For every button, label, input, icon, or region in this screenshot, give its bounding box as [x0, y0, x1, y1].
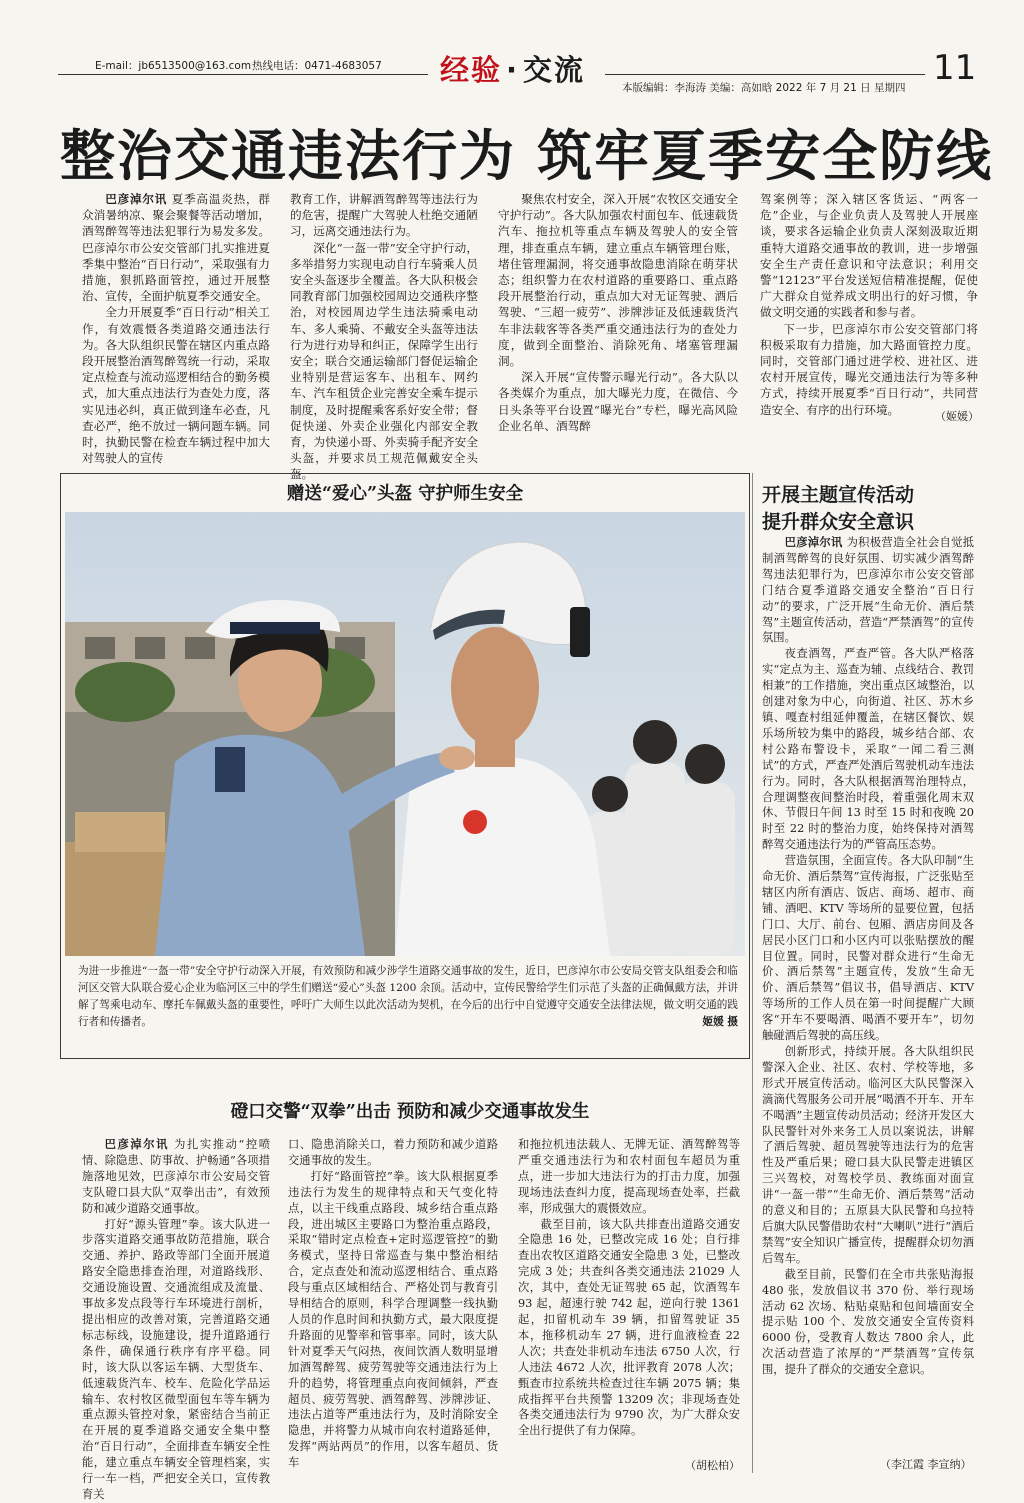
- section-name-first: 经验: [440, 53, 503, 87]
- bottom-col-3: [518, 1137, 740, 1457]
- paragraph: 截至目前，民警们在全市共张贴海报 480 张，发放倡议书 370 份、举行现场活动 62 次场、粘贴桌贴和包间墙面安全提示贴 100 个、发放交通安全宣传资料 6000 份，受教育人数达 7800 余人，此次活动营造了浓厚的“严禁酒驾”宣传氛围，提升了群众的交通安全意识。: [762, 1267, 974, 1377]
- bottom-col-1: [82, 1137, 270, 1501]
- paragraph: 全力开展夏季“百日行动”相关工作，有效震慑各类道路交通违法行为。各大队组织民警在辖区内重点路段开展整治酒驾醉驾统一行动，采取定点检查与流动巡逻相结合的勤务模式，加大重点违法行为查处力度，落实见违必纠，真正做到逢车必查，凡查必严，绝不放过一辆问题车辆。同时，执勤民警在检查车辆过程中加大对驾驶人的宣传: [82, 305, 270, 466]
- photo-caption: [78, 963, 738, 1031]
- main-col-2: [290, 191, 478, 482]
- photo-helmet-gift: [65, 512, 745, 956]
- header-email: E-mail：jb6513500@163.com: [95, 60, 252, 72]
- section-name-dot: ·: [506, 53, 520, 87]
- photo-story-title: 赠送“爱心”头盔 守护师生安全: [286, 484, 524, 504]
- photo-illustration: [65, 512, 745, 956]
- section-name: [440, 48, 585, 89]
- paragraph: 夏季高温炎热，群众消暑纳凉、聚会聚餐等活动增加，酒驾醉驾等违法犯罪行为易发多发。巴彦淖尔市公安交管部门扎实推进夏季集中整治“百日行动”，采取强有力措施，狠抓路面管控，通过开展整治、宣传，全面护航夏季交通安全。: [82, 192, 270, 304]
- header-editors: 本版编辑：李海涛 美编：高如晗 2022 年 7 月 21 日 星期四: [622, 82, 906, 94]
- side-story-title: [762, 482, 982, 536]
- side-story-title-line1: 开展主题宣传活动: [762, 484, 915, 506]
- paragraph: 深化“一盔一带”安全守护行动，多举措努力实现电动自行车骑乘人员安全头盔逐步全覆盖。各大队积极会同教育部门加强校园周边交通秩序整治，对校园周边学生违法骑乘电动车、多人乘骑、不戴安全头盔等违法行为进行劝导和纠正，保障学生出行安全；联合交通运输部门督促运输企业特别是营运客车、出租车、网约车、汽车租赁企业完善安全乘车提示制度，及时提醒乘客系好安全带；督促快递、外卖企业强化内部安全教育，为快递小哥、外卖骑手配齐安全头盔，并要求员工规范佩戴安全头盔。: [290, 240, 478, 482]
- header-hotline: 热线电话：0471-4683057: [252, 60, 382, 72]
- photo-credit: 姬媛 摄: [702, 1016, 738, 1028]
- byline: 巴彦淖尔讯: [105, 192, 168, 206]
- byline: 巴彦淖尔讯: [104, 1138, 169, 1151]
- paragraph: 打好“路面管控”拳。该大队根据夏季违法行为发生的规律特点和天气变化特点，以主干线重点路段、城乡结合重点路段，进出城区主要路口为整治重点路段，采取“错时定点检查+定时巡逻管控”的勤务模式，坚持日常巡查与集中整治相结合，定点查处和流动巡逻相结合、重点路段与重点区域相结合、严格处罚与教育引导相结合的原则，科学合理调整一线执勤人员的作息时间和执勤方式，最大限度提升路面的见警率和管事率。同时，该大队针对夏季天气闷热，夜间饮酒人数明显增加酒驾醉驾、疲劳驾驶等交通违法行为上升的趋势，将管理重点向夜间倾斜，严查超员、疲劳驾驶、酒驾醉驾、涉牌涉证、违法占道等严重违法行为，及时消除安全隐患，并将警力从城市向农村道路延伸，发挥“两站两员”的作用，以客车超员、货车: [288, 1169, 498, 1470]
- main-headline: 整治交通违法行为 筑牢夏季安全防线: [60, 123, 994, 188]
- section-name-second: 交流: [523, 53, 586, 87]
- main-col-4: [760, 191, 978, 426]
- main-col-3: [498, 191, 738, 431]
- paragraph: 为扎实推动“控喷情、除隐患、防事故、护畅通”各项措施落地见效，巴彦淖尔市公安局交管支队磴口县大队“双拳出击”，有效预防和减少道路交通事故。: [82, 1138, 270, 1215]
- side-story-body: [762, 535, 974, 1455]
- paragraph: 深入开展“宣传警示曝光行动”。各大队以各类媒介为重点，加大曝光力度，在微信、今日头条等平台设置“曝光台”专栏，曝光高风险企业名单、酒驾醉: [498, 370, 738, 433]
- paragraph: 夜查酒驾，严查严管。各大队严格落实“定点为主、巡查为辅、点线结合、教罚相兼”的工作措施，突出重点区域整治，以创建对象为中心，向街道、社区、苏木乡镇、嘎查村组延伸覆盖，在辖区餐饮、娱乐场所较为集中的路段，城乡结合部、农村公路布警设卡，采取“一闻二看三测试”的方式，严查严处酒后驾驶机动车违法行为。同时，各大队根据酒驾治理特点，合理调整夜间整治时段，着重强化周末双休、节假日午间 13 时至 15 时和夜晚 20 时至 22 时的整治力度，始终保持对酒驾醉驾交通违法行为的严管高压态势。: [762, 647, 974, 852]
- side-story-title-line2: 提升群众安全意识: [762, 511, 915, 533]
- paragraph: 截至目前，该大队共排查出道路交通安全隐患 16 处，已整改完成 16 处；自行排查出农牧区道路交通安全隐患 3 处，已整改完成 3 处；共查纠各类交通违法 21029 人次，其中，查处无证驾驶 65 起，饮酒驾车 93 起，超速行驶 742 起，逆向行驶 1361 起，扣留机动车 39 辆，扣留驾驶证 35 本，拖移机动车 27 辆，进行血液检查 22 人次；共查处非机动车违法 6750 人次，行人违法 4672 人次，批评教育 2078 人次；甄查市拉系统共检查过往车辆 2075 辆；集成指挥平台共预警 13209 次；非现场查处各类交通违法行为 9790 次，为广大群众安全出行提供了有力保障。: [518, 1217, 740, 1438]
- bottom-story-credit: （胡松柏）: [685, 1459, 740, 1472]
- paragraph: 口、隐患消除关口，着力预防和减少道路交通事故的发生。: [288, 1138, 498, 1167]
- paragraph: 为积极营造全社会自觉抵制酒驾醉驾的良好氛围、切实减少酒驾醉驾违法犯罪行为，巴彦淖尔市公安交管部门结合夏季道路交通安全整治“百日行动”的要求，广泛开展“生命无价、酒后禁驾”主题宣传活动，营造“严禁酒驾”的宣传氛围。: [762, 536, 974, 645]
- paragraph: 创新形式，持续开展。各大队组织民警深入企业、社区、农村、学校等地，多形式开展宣传活动。临河区大队民警深入滴滴代驾服务公司开展“喝酒不开车、开车不喝酒”主题宣传动员活动；经济开发区大队民警针对外来务工人员以案说法，讲解了酒后驾驶、超员驾驶等违法行为的危害性及严重后果；磴口县大队民警走进镇区三兴驾校，对驾校学员、教练面对面宣讲“一盔一带”“生命无价、酒后禁驾”活动的意义和目的；五原县大队民警和乌拉特后旗大队民警借助农村“大喇叭”进行“酒后禁驾”安全知识广播宣传，提醒群众切勿酒后驾车。: [762, 1045, 974, 1265]
- paragraph: 和拖拉机违法载人、无牌无证、酒驾醉驾等严重交通违法行为和农村面包车超员为重点，进一步加大违法行为的打击力度，加强现场违法查纠力度，提高现场查处率，拦截率，形成强大的震慑效应。: [518, 1138, 740, 1215]
- paragraph: 教育工作，讲解酒驾醉驾等违法行为的危害，提醒广大驾驶人杜绝交通陋习，远离交通违法行为。: [290, 192, 478, 239]
- paragraph: 驾案例等；深入辖区客货运、“两客一危”企业，与企业负责人及驾驶人开展座谈，要求各运输企业负责人深刻汲取近期重特大道路交通事故的教训，进一步增强安全生产责任意识和守法意识；利用交警“12123”平台发送短信精准提醒，促使广大群众自觉养成文明出行的好习惯，争做文明交通的实践者和参与者。: [760, 192, 978, 320]
- main-credit: （姬媛）: [935, 410, 979, 423]
- paragraph: 营造氛围，全面宣传。各大队印制“生命无价、酒后禁驾”宣传海报，广泛张贴至辖区内所有酒店、饭店、商场、超市、商铺、酒吧、KTV 等场所的显要位置，包括门口、大厅、前台、包厢、酒店房间及各居民小区门口和小区内可以张贴摆放的醒目位置。同时，民警对群众进行“生命无价、酒后禁驾”主题宣传，发放“生命无价、酒后禁驾”倡议书，倡导酒店、KTV 等场所的工作人员在第一时间提醒广大顾客“开车不要喝酒、喝酒不要开车”，切勿触碰酒后驾驶的高压线。: [762, 854, 974, 1043]
- page-number: 11: [933, 48, 977, 88]
- byline: 巴彦淖尔讯: [784, 536, 843, 549]
- header-rule-left: [58, 74, 428, 75]
- column-divider: [752, 473, 753, 1473]
- bottom-story-title: 磴口交警“双拳”出击 预防和减少交通事故发生: [230, 1102, 590, 1122]
- bottom-col-2: [288, 1137, 498, 1470]
- paragraph: 下一步，巴彦淖尔市公安交管部门将积极采取有力措施，加大路面管控力度。同时，交管部门通过进学校、进社区、进农村开展宣传，曝光交通违法行为等多种方式，持续开展夏季“百日行动”，共同营造安全、有序的出行环境。: [760, 321, 978, 417]
- paragraph: 聚焦农村安全，深入开展“农牧区交通安全守护行动”。各大队加强农村面包车、低速载货汽车、拖拉机等重点车辆及驾驶人的安全管理，排查重点车辆，建立重点车辆管理台账，堵住管理漏洞，将交通事故隐患消除在萌芽状态；组织警力在农村道路的重要路口、重点路段开展整治行动，重点加大对无证驾驶、酒后驾驶、“三超一疲劳”、涉牌涉证及低速载货汽车非法载客等各类严重交通违法行为的查处力度，做到全面整治、消除死角、堵塞管理漏洞。: [498, 192, 738, 369]
- main-col-1: [82, 191, 270, 466]
- side-story-credit: （李江霞 李宣纳）: [880, 1458, 972, 1471]
- photo-caption-text: 为进一步推进“一盔一带”安全守护行动深入开展，有效预防和减少涉学生道路交通事故的发生，近日，巴彦淖尔市公安局交管支队组委会和临河区交管大队联合爱心企业为临河区三中的学生们赠送“爱心”头盔 1200 余顶。活动中，宣传民警给学生们示范了头盔的正确佩戴方法，并讲解了驾乘电动车、摩托车佩戴头盔的重要性，呼吁广大师生以此次活动为契机，在今后的出行中自觉遵守交通安全法律法规，做文明交通的践行者和传播者。: [78, 965, 738, 1028]
- header-rule-right: [605, 74, 925, 75]
- paragraph: 打好“源头管理”拳。该大队进一步落实道路交通事故防范措施，联合交通、养护、路政等部门全面开展道路安全隐患排查治理，对道路线形、交通设施设置、交通流组成及流量、事故多发点段等行车环境进行剖析，提出相应的改善对策，完善道路交通标志标线，设施建设，提升道路通行条件，确保通行秩序有序平稳。同时，该大队以客运车辆、大型货车、低速载货汽车、校车、危险化学品运输车、农村牧区微型面包车等车辆为重点源头管控对象，紧密结合当前正在开展的夏季道路交通安全集中整治“百日行动”，全面排查车辆安全性能，建立重点车辆安全管理档案，实行一车一档，严把安全关口，宣传教育关: [82, 1217, 270, 1501]
